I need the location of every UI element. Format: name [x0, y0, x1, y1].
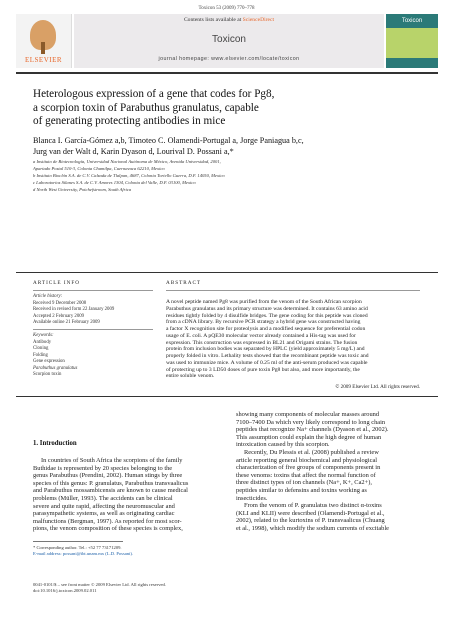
sciencedirect-link[interactable]: ScienceDirect: [242, 17, 275, 23]
footnote-rule: [33, 541, 123, 542]
publisher-name: ELSEVIER: [24, 56, 63, 64]
author-email[interactable]: E-mail address: possani@ibt.unam.mx (L.D. Possani).: [33, 551, 134, 557]
footnotes: * Corresponding author. Tel.: +52 77 73171209. E-mail address: possani@ibt.unam.mx (L.D. Possani).: [33, 545, 233, 557]
affiliations: a Instituto de Biotecnología, Universidad Nacional Autónoma de México, Avenida Universidad, 2001, Apartado Postal 510-3, Colonia Chamilpa, Cuernavaca 62210, Mexico b Instituto Bioclón S.A. de C.V. Calzada de Tlalpan, 4687, Colonia Toriello Guerra, D.F. 14050, Mexico c Laboratorios Silanes S.A. de C.V. Amores 1304, Colonia del Valle, D.F. 03100, Mexico d North West University, Potchefstroom, South Africa: [33, 159, 225, 193]
author-list: Blanca I. García-Gómez a,b, Timoteo C. Olamendi-Portugal a, Jorge Paniagua b,c, Jurg van der Walt d, Karin Dyason d, Lourival D. Possani a,*: [33, 136, 304, 156]
keywords: Keywords: Antibody Cloning Folding Gene expression Parabuthus granulatus Scorpion toxin: [33, 333, 78, 377]
introduction-heading: 1. Introduction: [33, 440, 77, 447]
masthead-center: [74, 14, 384, 68]
intro-left-column: In countries of South Africa the scorpions of the family Buthidae is represented by 20 species belonging to the genus Parabuthus (Prendini, 2002). Human stings by three species of this genus: P. granulatus, Parabuthus transvaalicus and Parabuthus mossambicensis are known to cause medical problems (Müller, 1993). The accidents can be clinical severe and quite rapid, affecting the neuromuscular and parasympathetic systems, as well as originating cardiac malfunctions (Bergman, 1997). As reported for most scor- pions, the venom composition of these species is complex,: [33, 457, 189, 533]
contents-line: Contents lists available at ScienceDirect: [183, 17, 275, 23]
masthead: [16, 14, 438, 70]
cover-title: Toxicon: [401, 18, 423, 24]
abstract-text: A novel peptide named Pg8 was purified from the venom of the South African scorpion Parabuthus granulatus and its primary structure was determined. It contains 63 amino acid residues tightly folded by 4 disulfide bridges. The gene coding for this peptide was cloned from a cDNA library. By recursive PCR strategy a hybrid gene was constructed having a factor X recognition site for proteolysis and a modified sequence for preferential codon usage of E. coli. A pQE30 molecular vector already contained a His-tag was used for expression. This construction was expressed in BL21 and Origami strains. The fusion protein from inclusion bodies was separated by HPLC (yield approximately 5 mg/L) and properly folded in vitro. Lethality tests showed that the recombinant peptide was toxic and was used to immunize mice. A volume of 0.25 ml of the anti-serum produced was capable of protecting up to 3 LD50 doses of pure toxin Pg8 but also, and more importantly, the entire soluble venom.: [166, 299, 369, 380]
intro-right-column: showing many components of molecular masses around 7100–7400 Da which very likely correspond to long chain peptides that recognize Na+ channels (Dyason et al., 2002). This assumption could explain the high degree of human intoxication caused by this scorpion. Recently, Du Plessis et al. (2008) published a review article reporting general biochemical and physiological characterization of five groups of components present in these venoms: toxins that affect the normal function of three distinct types of ion channels (Na+, K+, Ca2+), peptides similar to defensins and toxins working as insecticides. From the venom of P. granulatus two distinct α-toxins (KLI and KLII) were described (Olamendi-Portugal et al., 2002), related to the kurtoxins of P. transvaalicus (Chuang et al., 1998), which modify the sodium currents of excitable: [236, 411, 389, 532]
abstract-heading: ABSTRACT: [166, 280, 202, 286]
article-title: Heterologous expression of a gene that codes for Pg8, a scorpion toxin of Parabuthus granulatus, capable of generating protecting antibodies in mice: [33, 88, 275, 128]
journal-citation: Toxicon 53 (2009) 770–778: [198, 6, 255, 11]
article-info-heading: ARTICLE INFO: [33, 280, 80, 286]
copyright-notice: © 2009 Elsevier Ltd. All rights reserved.: [335, 384, 420, 390]
journal-name: Toxicon: [212, 34, 246, 45]
section-rule: [16, 272, 438, 273]
elsevier-logo: [16, 14, 72, 68]
header-rule: [16, 72, 438, 74]
article-history: Article history: Received 9 December 2008 Received in revised form 22 January 2009 Accepted 2 February 2009 Available online 21 February 2009: [33, 294, 115, 325]
journal-homepage[interactable]: journal homepage: www.elsevier.com/locate/toxicon: [158, 56, 300, 62]
publication-info: 0041-0101/$ – see front matter © 2009 Elsevier Ltd. All rights reserved. doi:10.1016/j.toxicon.2009.02.011: [33, 582, 166, 594]
journal-cover: [386, 14, 438, 68]
